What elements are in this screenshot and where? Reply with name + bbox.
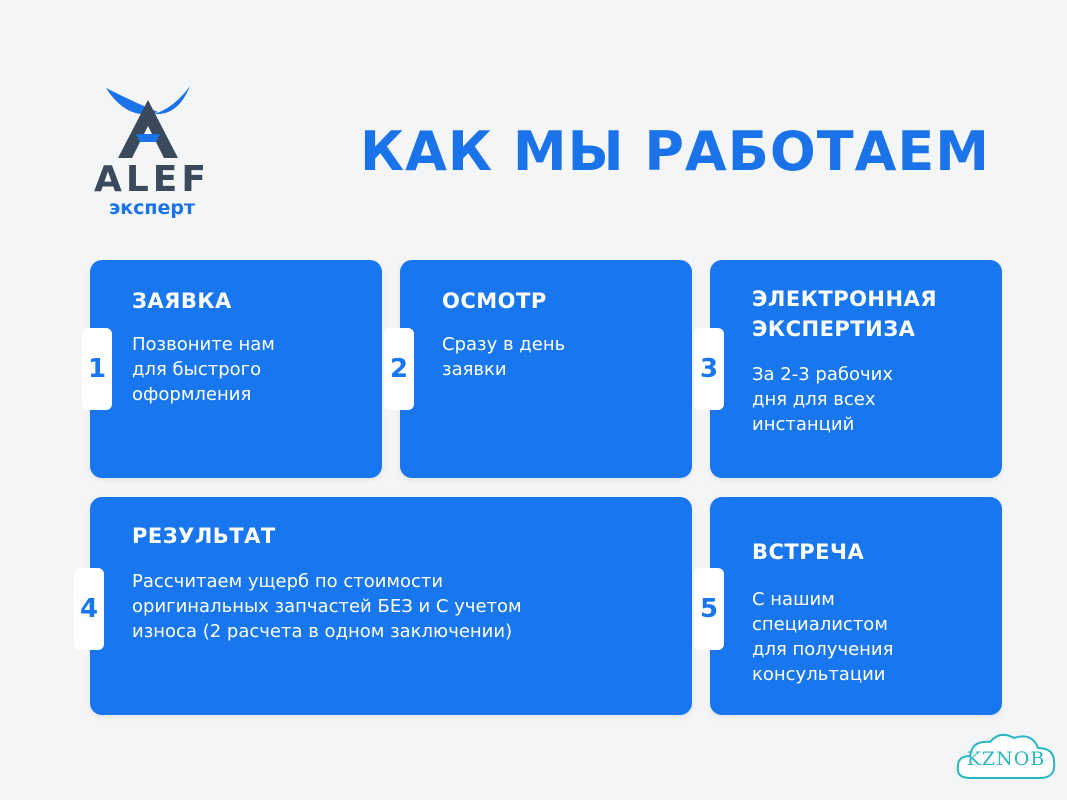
logo-subtitle: эксперт bbox=[108, 197, 196, 219]
step-text: Позвоните нам для быстрого оформления bbox=[132, 334, 275, 405]
step-title: РЕЗУЛЬТАТ bbox=[132, 524, 276, 548]
step-number-badge: 3 bbox=[694, 328, 724, 410]
step-card-2 bbox=[400, 260, 692, 478]
step-text: Сразу в день заявки bbox=[442, 334, 566, 380]
logo-name: ALEF bbox=[94, 159, 210, 200]
step-number-badge: 1 bbox=[82, 328, 112, 410]
logo-mark-icon bbox=[98, 82, 198, 158]
step-card-1 bbox=[90, 260, 382, 478]
watermark bbox=[952, 728, 1060, 790]
page-title: КАК МЫ РАБОТАЕМ bbox=[359, 120, 991, 183]
step-card-3 bbox=[710, 260, 1002, 478]
step-text: Рассчитаем ущерб по стоимости оригинальных запчастей БЕЗ и С учетом износа (2 расчета в одном заключении) bbox=[132, 571, 522, 642]
step-number-badge: 2 bbox=[384, 328, 414, 410]
step-card-5 bbox=[710, 497, 1002, 715]
step-number-badge: 5 bbox=[694, 568, 724, 650]
step-title: ВСТРЕЧА bbox=[752, 540, 865, 564]
step-title: ЗАЯВКА bbox=[132, 289, 232, 313]
step-title: ЭЛЕКТРОННАЯ ЭКСПЕРТИЗА bbox=[752, 287, 938, 341]
step-number-badge: 4 bbox=[74, 568, 104, 650]
step-card-4 bbox=[90, 497, 692, 715]
brand-logo bbox=[80, 82, 220, 222]
step-title: ОСМОТР bbox=[442, 289, 547, 313]
step-text: За 2-3 рабочих дня для всех инстанций bbox=[752, 364, 893, 435]
step-text: С нашим специалистом для получения консультации bbox=[752, 589, 894, 685]
watermark-text: KZNOB bbox=[966, 748, 1046, 770]
